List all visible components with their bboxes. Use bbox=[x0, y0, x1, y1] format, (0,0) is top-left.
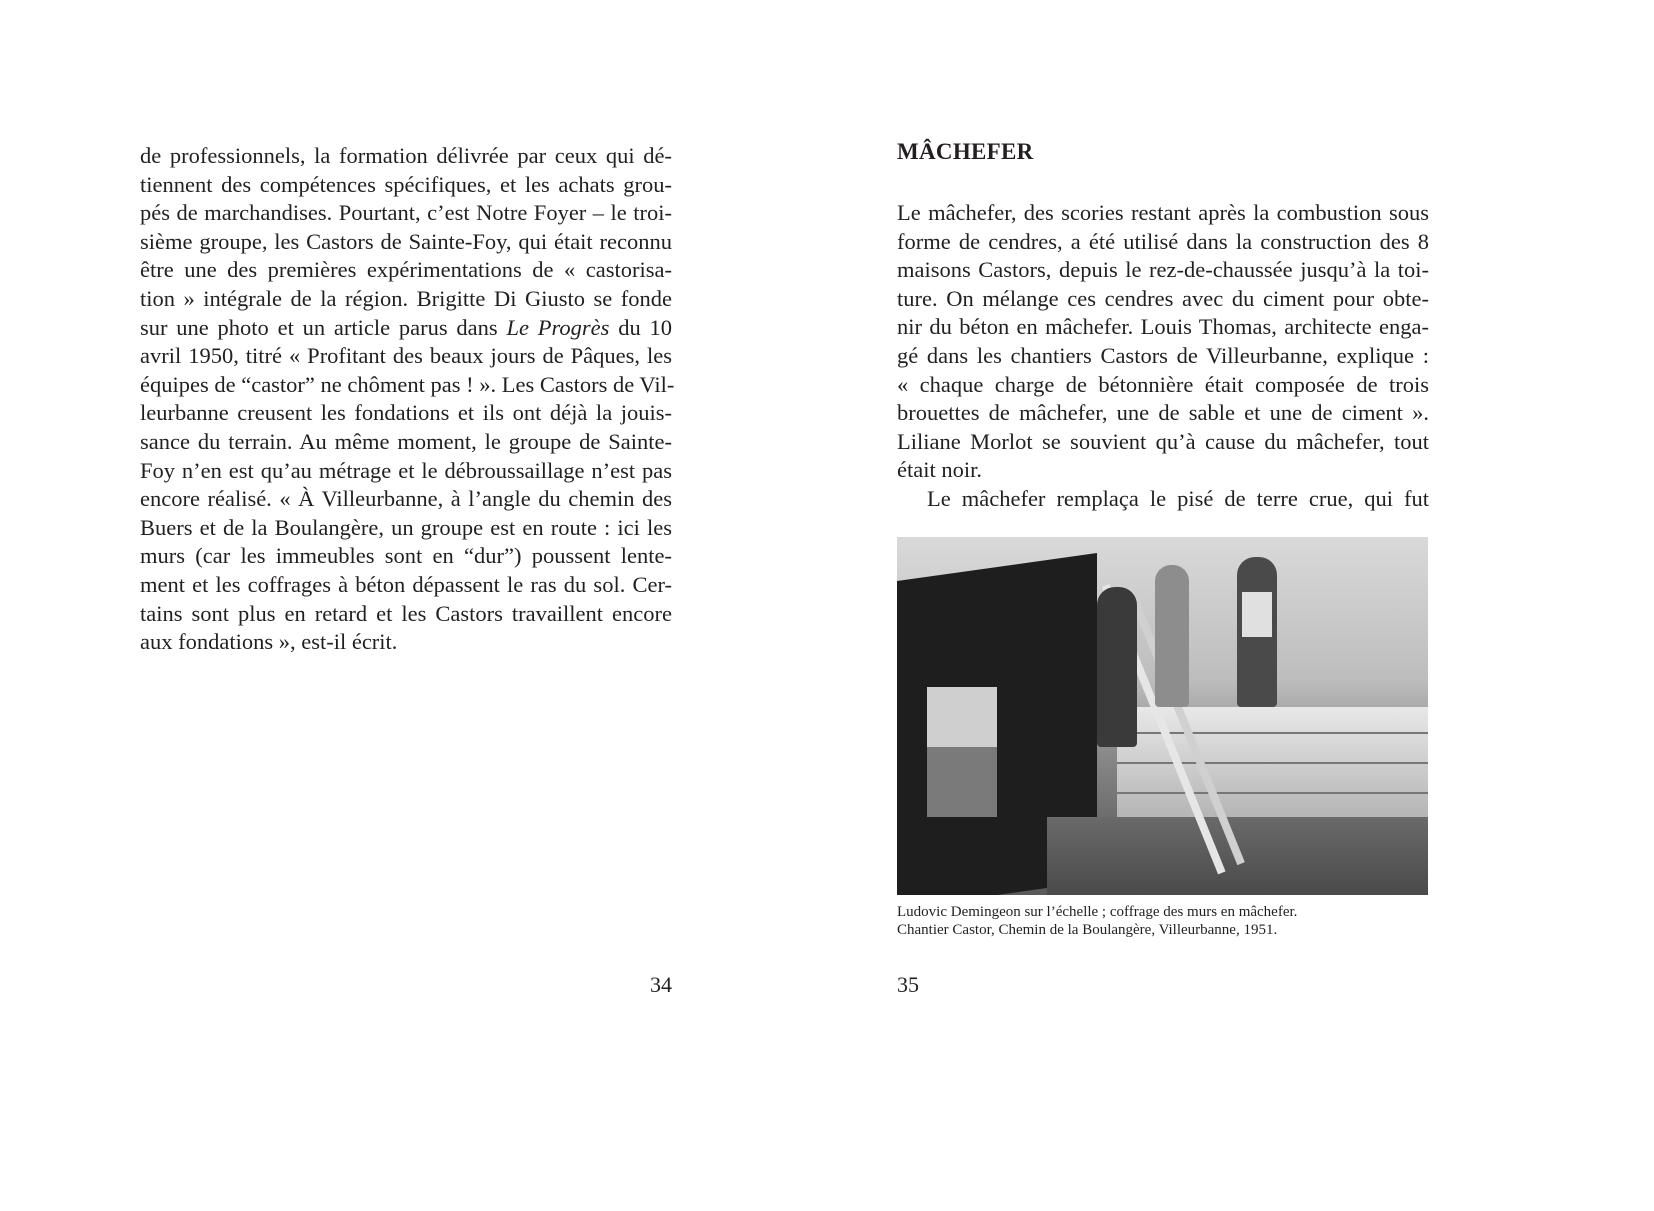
text-line: tion » intégrale de la région. Brigitte Di Giusto se fonde bbox=[140, 285, 672, 311]
section-heading: MÂCHEFER bbox=[897, 139, 1034, 164]
text-segment: sur une photo et un article parus dans bbox=[140, 314, 507, 340]
text-line: sance du terrain. Au même moment, le groupe de Sainte- bbox=[140, 428, 672, 454]
text-line: être une des premières expérimentations de « castorisa- bbox=[140, 257, 672, 283]
right-page-body bbox=[897, 199, 1429, 514]
text-line: « chaque charge de bétonnière était composée de trois bbox=[897, 371, 1429, 397]
text-line: équipes de “castor” ne chôment pas ! ». Les Castors de Vil- bbox=[140, 371, 675, 397]
page-number-left: 34 bbox=[650, 972, 672, 997]
text-line: nir du béton en mâchefer. Louis Thomas, architecte enga- bbox=[897, 314, 1429, 340]
text-segment: du 10 bbox=[609, 314, 672, 340]
text-line: Le mâchefer remplaça le pisé de terre crue, qui fut bbox=[927, 485, 1429, 511]
text-line: leurbanne creusent les fondations et ils ont déjà la jouis- bbox=[140, 400, 672, 426]
historical-photo bbox=[897, 537, 1428, 895]
text-line: tains sont plus en retard et les Castors travaillent encore bbox=[140, 600, 672, 626]
text-line: pés de marchandises. Pourtant, c’est Notre Foyer – le troi- bbox=[140, 200, 672, 226]
caption-line: Chantier Castor, Chemin de la Boulangère, Villeurbanne, 1951. bbox=[897, 921, 1278, 938]
text-line: ture. On mélange ces cendres avec du ciment pour obte- bbox=[897, 285, 1429, 311]
text-line: brouettes de mâchefer, une de sable et une de ciment ». bbox=[897, 400, 1429, 426]
page-number-right: 35 bbox=[897, 972, 919, 997]
left-page-body bbox=[140, 142, 675, 657]
text-line: avril 1950, titré « Profitant des beaux jours de Pâques, les bbox=[140, 343, 672, 369]
text-line: aux fondations », est-il écrit. bbox=[140, 629, 398, 655]
text-line: maisons Castors, depuis le rez-de-chaussée jusqu’à la toi- bbox=[897, 257, 1429, 283]
text-line: tiennent des compétences spécifiques, et les achats grou- bbox=[140, 171, 672, 197]
text-line: Buers et de la Boulangère, un groupe est en route : ici les bbox=[140, 514, 672, 540]
text-line: sième groupe, les Castors de Sainte-Foy, qui était reconnu bbox=[140, 228, 672, 254]
text-line: murs (car les immeubles sont en “dur”) poussent lente- bbox=[140, 543, 672, 569]
text-line: Liliane Morlot se souvient qu’à cause du mâchefer, tout bbox=[897, 428, 1429, 454]
text-line: ment et les coffrages à béton dépassent le ras du sol. Cer- bbox=[140, 571, 672, 597]
text-line: était noir. bbox=[897, 457, 982, 483]
text-line bbox=[140, 314, 672, 343]
text-line: encore réalisé. « À Villeurbanne, à l’angle du chemin des bbox=[140, 486, 672, 512]
text-line: gé dans les chantiers Castors de Villeurbanne, explique : bbox=[897, 342, 1429, 368]
caption-line: Ludovic Demingeon sur l’échelle ; coffrage des murs en mâchefer. bbox=[897, 904, 1298, 920]
text-line: forme de cendres, a été utilisé dans la construction des 8 bbox=[897, 228, 1429, 254]
text-line: de professionnels, la formation délivrée par ceux qui dé- bbox=[140, 143, 672, 168]
text-line: Foy n’en est qu’au métrage et le débroussaillage n’est pas bbox=[140, 457, 672, 483]
photo-caption bbox=[897, 904, 1297, 939]
text-line: Le mâchefer, des scories restant après la combustion sous bbox=[897, 200, 1429, 225]
newspaper-title: Le Progrès bbox=[506, 314, 610, 340]
